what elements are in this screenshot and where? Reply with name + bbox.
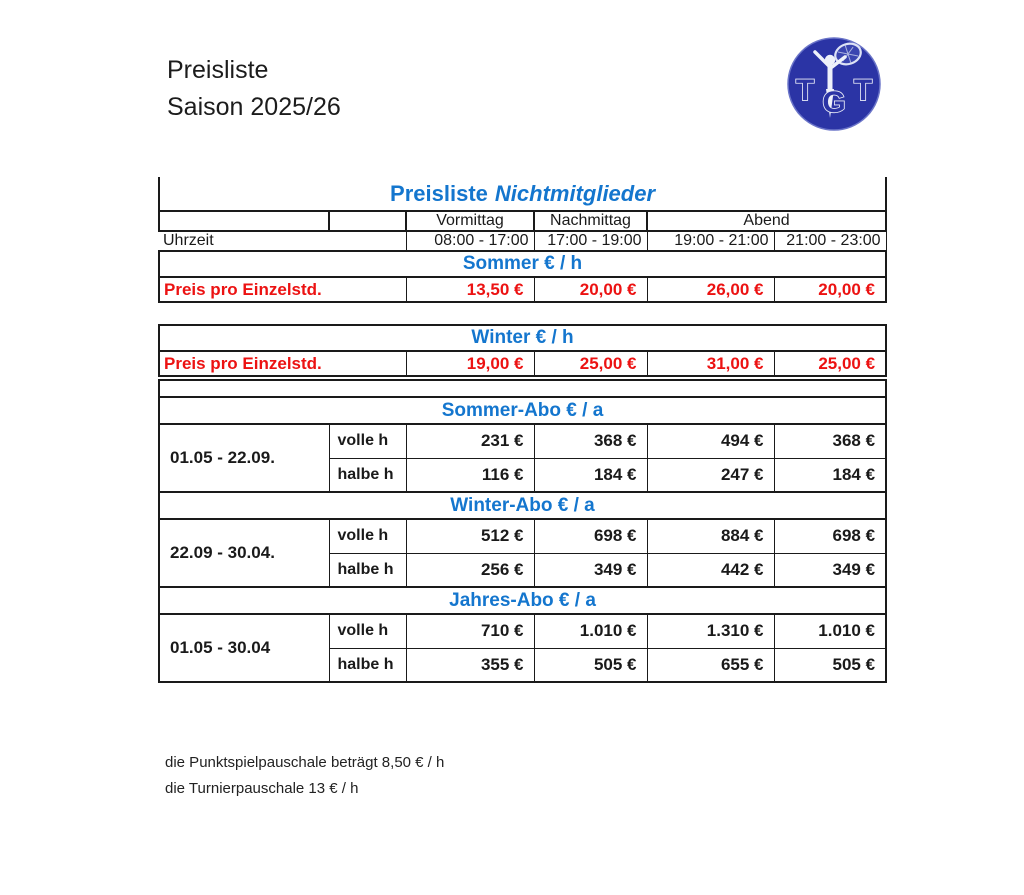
price-cell: 355 € <box>406 648 534 682</box>
col-header-vormittag: Vormittag <box>406 211 534 231</box>
time-slot: 21:00 - 23:00 <box>774 231 886 250</box>
price-cell: 512 € <box>406 519 534 553</box>
sommer-row-label: Preis pro Einzelstd. <box>159 277 406 302</box>
price-cell: 505 € <box>774 648 886 682</box>
price-cell: 1.010 € <box>774 614 886 648</box>
section-header-row <box>159 492 886 519</box>
price-cell: 20,00 € <box>534 277 647 302</box>
winter-abo-title: Winter-Abo € / a <box>159 492 886 519</box>
price-cell: 25,00 € <box>774 351 886 376</box>
abo-full-row <box>159 614 886 648</box>
price-cell: 349 € <box>774 553 886 587</box>
empty-cell <box>159 211 329 231</box>
price-cell: 1.010 € <box>534 614 647 648</box>
price-cell: 19,00 € <box>406 351 534 376</box>
full-hour-label: volle h <box>329 519 406 553</box>
header-table <box>158 177 887 250</box>
price-tables <box>158 177 889 683</box>
price-cell: 25,00 € <box>534 351 647 376</box>
half-hour-label: halbe h <box>329 458 406 492</box>
empty-cell <box>329 211 406 231</box>
price-cell: 13,50 € <box>406 277 534 302</box>
price-cell: 116 € <box>406 458 534 492</box>
abo-full-row <box>159 424 886 458</box>
price-row <box>159 351 886 376</box>
price-cell: 349 € <box>534 553 647 587</box>
footnote-turnier: die Turnierpauschale 13 € / h <box>165 780 359 797</box>
time-slot: 19:00 - 21:00 <box>647 231 774 250</box>
club-logo <box>784 34 884 134</box>
sommer-abo-period: 01.05 - 22.09. <box>159 424 329 492</box>
tgt-logo-icon <box>784 34 884 134</box>
section-header-row <box>159 325 886 351</box>
time-slot: 17:00 - 19:00 <box>534 231 647 250</box>
table-title-italic: Nichtmitglieder <box>494 180 656 206</box>
half-hour-label: halbe h <box>329 553 406 587</box>
logo-letter-left: T <box>795 74 815 107</box>
price-cell: 442 € <box>647 553 774 587</box>
price-cell: 20,00 € <box>774 277 886 302</box>
table-title-normal: Preisliste <box>390 180 488 206</box>
doc-title-line1: Preisliste <box>167 56 269 84</box>
price-cell: 31,00 € <box>647 351 774 376</box>
price-cell: 26,00 € <box>647 277 774 302</box>
section-header-row <box>159 587 886 614</box>
spacer-row <box>159 380 886 397</box>
footnotes <box>165 750 444 802</box>
price-cell: 494 € <box>647 424 774 458</box>
winter-row-label: Preis pro Einzelstd. <box>159 351 406 376</box>
sommer-section-title: Sommer € / h <box>159 251 886 277</box>
time-row <box>159 231 886 250</box>
price-cell: 1.310 € <box>647 614 774 648</box>
table-title <box>159 177 886 211</box>
price-cell: 884 € <box>647 519 774 553</box>
jahres-abo-title: Jahres-Abo € / a <box>159 587 886 614</box>
uhrzeit-label: Uhrzeit <box>163 232 214 249</box>
time-slot: 08:00 - 17:00 <box>406 231 534 250</box>
price-cell: 184 € <box>534 458 647 492</box>
winter-block <box>158 324 887 377</box>
price-cell: 710 € <box>406 614 534 648</box>
winter-abo-period: 22.09 - 30.04. <box>159 519 329 587</box>
price-cell: 698 € <box>774 519 886 553</box>
price-cell: 368 € <box>774 424 886 458</box>
doc-title <box>167 52 341 126</box>
abo-table <box>158 379 887 683</box>
empty-cell <box>159 380 886 397</box>
col-header-nachmittag: Nachmittag <box>534 211 647 231</box>
logo-letter-right: T <box>853 74 873 107</box>
table-title-row <box>159 177 886 211</box>
jahres-abo-period: 01.05 - 30.04 <box>159 614 329 682</box>
full-hour-label: volle h <box>329 424 406 458</box>
col-header-abend: Abend <box>647 211 886 231</box>
price-cell: 247 € <box>647 458 774 492</box>
price-cell: 655 € <box>647 648 774 682</box>
price-cell: 184 € <box>774 458 886 492</box>
price-cell: 505 € <box>534 648 647 682</box>
price-cell: 698 € <box>534 519 647 553</box>
daypart-header-row <box>159 211 886 231</box>
price-cell: 368 € <box>534 424 647 458</box>
price-cell: 256 € <box>406 553 534 587</box>
sommer-block <box>158 250 887 303</box>
section-header-row <box>159 251 886 277</box>
full-hour-label: volle h <box>329 614 406 648</box>
price-cell: 231 € <box>406 424 534 458</box>
half-hour-label: halbe h <box>329 648 406 682</box>
abo-full-row <box>159 519 886 553</box>
sommer-abo-title: Sommer-Abo € / a <box>159 397 886 424</box>
logo-letter-mid: G <box>822 86 846 119</box>
section-header-row <box>159 397 886 424</box>
winter-section-title: Winter € / h <box>159 325 886 351</box>
footnote-punktspiel: die Punktspielpauschale beträgt 8,50 € / h <box>165 754 445 771</box>
doc-title-line2: Saison 2025/26 <box>167 93 341 121</box>
price-row <box>159 277 886 302</box>
